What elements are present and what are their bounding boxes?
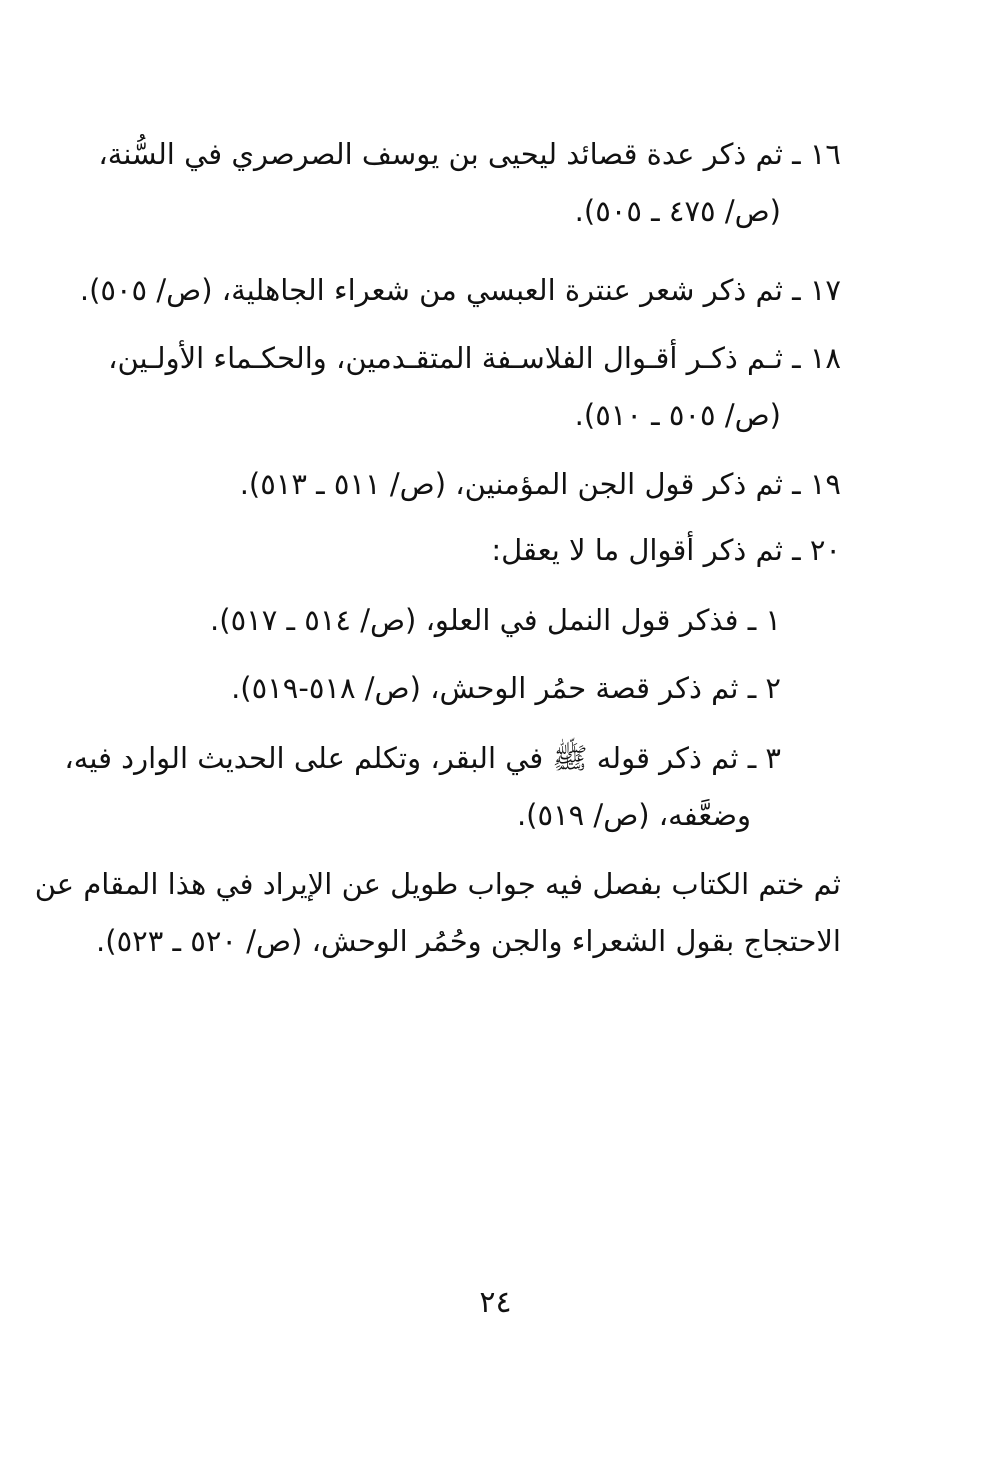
item-17-line-1: ١٧ ـ ثم ذكر شعر عنترة العبسي من شعراء الجاهلية، (ص/ ٥٠٥). bbox=[79, 273, 841, 307]
item-16-line-1: ١٦ ـ ثم ذكر عدة قصائد ليحيى بن يوسف الصرصري في السُّنة، bbox=[98, 137, 841, 171]
item-20-line-1: ٢٠ ـ ثم ذكر أقوال ما لا يعقل: bbox=[491, 533, 841, 567]
sub-item-2 bbox=[101, 660, 781, 717]
item-19-line-1: ١٩ ـ ثم ذكر قول الجن المؤمنين، (ص/ ٥١١ ـ ٥١٣). bbox=[239, 467, 841, 501]
closing-paragraph bbox=[34, 856, 841, 970]
sub-item-1 bbox=[101, 592, 781, 649]
list-item-18 bbox=[101, 330, 841, 444]
list-item-20 bbox=[101, 522, 841, 579]
closing-line-1: ثم ختم الكتاب بفصل فيه جواب طويل عن الإيراد في هذا المقام عن bbox=[34, 867, 841, 901]
list-item-16 bbox=[98, 126, 841, 240]
sub-item-2-line-1: ٢ ـ ثم ذكر قصة حمُر الوحش، (ص/ ٥١٨-٥١٩). bbox=[231, 671, 781, 705]
item-18-line-2: (ص/ ٥٠٥ ـ ٥١٠). bbox=[574, 398, 781, 432]
list-item-19 bbox=[101, 456, 841, 513]
list-item-17 bbox=[79, 262, 841, 319]
sub-item-3-line-1: ٣ ـ ثم ذكر قوله ﷺ في البقر، وتكلم على الحديث الوارد فيه، bbox=[64, 741, 781, 775]
item-16-line-2: (ص/ ٤٧٥ ـ ٥٠٥). bbox=[574, 194, 781, 228]
sub-item-3 bbox=[64, 730, 781, 844]
closing-line-2: الاحتجاج بقول الشعراء والجن وحُمُر الوحش، (ص/ ٥٢٠ ـ ٥٢٣). bbox=[96, 924, 841, 958]
sub-item-3-line-2: وضعَّفه، (ص/ ٥١٩). bbox=[516, 798, 751, 832]
sub-item-1-line-1: ١ ـ فذكر قول النمل في العلو، (ص/ ٥١٤ ـ ٥١٧). bbox=[210, 603, 781, 637]
item-18-line-1: ١٨ ـ ثـم ذكـر أقـوال الفلاسـفة المتقـدمين، والحكـماء الأولـين، bbox=[108, 341, 841, 375]
page-number: ٢٤ bbox=[479, 1285, 512, 1320]
